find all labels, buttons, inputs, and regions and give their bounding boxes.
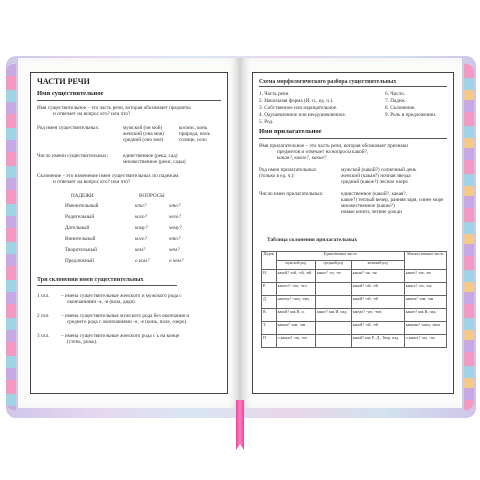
adj-gender-row: мужской (какой?) солнечный день	[341, 167, 417, 173]
table-title: Таблица склонения прилагательных	[267, 237, 358, 243]
case-name: Родительный	[65, 214, 95, 220]
table-cell	[315, 322, 351, 335]
cover-stripes-right	[464, 64, 474, 410]
scheme-item: 7. Падеж.	[385, 98, 407, 104]
scheme-item: 9. Роль в предложении.	[385, 112, 437, 118]
table-cell: какое? как И. пад.	[315, 309, 351, 322]
divider	[259, 86, 447, 87]
table-cell: какой? как И. п.	[276, 309, 315, 322]
case-def-2: и отвечает на вопрос кто? или что?	[53, 179, 131, 185]
bookmark-ribbon	[236, 400, 244, 450]
decl-text: – имена существительные мужского рода без окончания и	[61, 313, 190, 319]
table-header-row	[262, 252, 447, 261]
table-row	[262, 335, 447, 348]
case-q1: кого?	[135, 214, 148, 220]
case-def-1: Склонение – это изменение имен существительных по падежам.	[37, 173, 180, 179]
number-row: множественное (реки, сады)	[123, 159, 186, 165]
scheme-item: 8. Склонение.	[385, 105, 416, 111]
decl-text: окончаниями -а, -я (ваза, дядя).	[67, 299, 136, 305]
decl-text: среднего рода с окончаниями -о, -е (конь, поле, озеро).	[67, 319, 188, 325]
adj-number-row: множественное (какие?)	[341, 203, 395, 209]
gender-example: природа, ночь	[179, 131, 210, 137]
page-title: ЧАСТИ РЕЧИ	[37, 77, 90, 86]
case-q1: кого?	[135, 236, 148, 242]
divider	[259, 138, 447, 139]
noun-subtitle: Имя существительное	[37, 90, 104, 97]
case-q2: чего?	[169, 214, 181, 220]
case-name: Именительный	[65, 203, 99, 209]
right-page	[240, 58, 462, 408]
noun-def-1: Имя существительное – это часть речи, которая обозначает предметы	[37, 105, 191, 111]
case-q1: кто?	[135, 203, 147, 209]
adj-number-row: какое?) теплый вечер, ранняя заря, синее море	[341, 197, 444, 203]
case-name: Творительный	[65, 247, 97, 253]
gender-row: средний (оно мое)	[123, 137, 164, 143]
declension-table	[261, 251, 447, 348]
table-cell: какое? -ое, -ее	[315, 270, 351, 283]
table-cell	[315, 296, 351, 309]
table-cell: какого? -ого, -его	[276, 283, 315, 296]
table-cell: каким? -ым, -им	[404, 296, 446, 309]
adj-gender-row: женский (какая?) ночная звезда	[341, 173, 411, 179]
table-cell: какими? -ыми, -ими	[404, 322, 446, 335]
gender-label: Род имен существительных:	[37, 125, 100, 131]
scheme-item: 3. Собственное или нарицательное.	[259, 105, 338, 111]
table-row	[262, 322, 447, 335]
case-q2: чем?	[169, 247, 180, 253]
table-cell	[315, 283, 351, 296]
table-cell: какой? -ой, -ей	[351, 283, 404, 296]
gender-row: женский (она моя)	[123, 131, 164, 137]
number-row: единственное (река, сад)	[123, 153, 178, 159]
table-cell: П.	[262, 335, 277, 348]
adj-gender-label-2: (только в ед. ч.):	[259, 173, 295, 179]
case-name: Дательный	[65, 225, 90, 231]
scheme-item: 2. Начальная форма (И. п., ед. ч.).	[259, 98, 334, 104]
scheme-item: 5. Род.	[259, 119, 274, 125]
table-cell: какому? -ому, -ему	[276, 296, 315, 309]
decl-text: (степь, рожь).	[67, 339, 98, 345]
table-cell: какая? -ая, -яя	[351, 270, 404, 283]
number-label: Число имени существительных:	[37, 153, 109, 159]
adj-number-row: новые книги, летние дожди	[341, 209, 402, 215]
table-cell	[315, 335, 351, 348]
table-cell: Т.	[262, 322, 277, 335]
case-q2: что?	[169, 236, 181, 242]
left-page	[18, 58, 240, 408]
case-name: Предложный	[65, 258, 94, 264]
cover-stripes-left	[6, 64, 16, 410]
table-cell: о каком? -ом, -ем	[276, 335, 315, 348]
table-row	[262, 283, 447, 296]
table-cell: Д.	[262, 296, 277, 309]
question-head: ВОПРОСЫ	[139, 193, 165, 199]
table-cell: каких? -их, -ых	[404, 283, 446, 296]
table-subheader: мужской род	[276, 261, 315, 270]
adj-gender-row: средний (какое?) лесное озеро	[341, 179, 408, 185]
case-q2: что?	[169, 203, 181, 209]
table-header: Единственное число	[276, 252, 404, 261]
table-cell: какой? -ой, -ей	[351, 296, 404, 309]
decl-text: – имена существительные женского рода с ь на конце	[61, 333, 180, 339]
table-row	[262, 270, 447, 283]
declension-title: Три склонения имен существительных	[37, 277, 144, 283]
table-subheader: женский род	[351, 261, 404, 270]
table-cell: каким? -ым, -им	[276, 322, 315, 335]
table-cell: какие? -ые, -ие	[404, 270, 446, 283]
divider	[37, 100, 221, 101]
table-cell: какой? -ый, -ой, -ий	[276, 270, 315, 283]
decl-label: 1 скл.	[37, 293, 50, 299]
scheme-item: 4. Одушевленное или неодушевленное.	[259, 112, 347, 118]
case-q1: о ком?	[135, 258, 150, 264]
scheme-item: 1. Часть речи.	[259, 91, 290, 97]
table-header: Множественное число	[404, 252, 446, 270]
scheme-title: Схема морфологического разбора существительных	[259, 79, 397, 85]
case-name: Винительный	[65, 236, 96, 242]
morphology-box	[252, 72, 454, 394]
noun-def-2: и отвечает на вопрос кто? или что?	[53, 111, 131, 117]
table-cell: И.	[262, 270, 277, 283]
gender-example: космос, конь	[179, 125, 208, 131]
adjective-title: Имя прилагательное	[259, 128, 322, 135]
table-cell: В.	[262, 309, 277, 322]
table-cell: какую? -ую, -юю	[351, 309, 404, 322]
adj-number-label: Число имен прилагательных:	[259, 191, 324, 197]
case-q1: кем?	[135, 247, 146, 253]
table-cell: о каких? -ых, -их	[404, 335, 446, 348]
case-q2: о чем?	[169, 258, 184, 264]
gender-row: мужской (он мой)	[123, 125, 163, 131]
table-row	[262, 296, 447, 309]
adj-number-row: единственное (какой?, какая?,	[341, 191, 407, 197]
case-head: ПАДЕЖИ	[71, 193, 94, 199]
table-header: Падеж	[262, 252, 277, 270]
case-q2: чему?	[169, 225, 182, 231]
gender-example: солнце, село	[179, 137, 207, 143]
adj-gender-label: Род имен прилагательных	[259, 167, 317, 173]
adj-def-3: какая?, какое?, какие?	[277, 155, 327, 161]
table-subheader: средний род	[315, 261, 351, 270]
decl-label: 3 скл.	[37, 333, 50, 339]
case-q1: кому?	[135, 225, 148, 231]
table-cell: какой? -ой, -ей	[351, 322, 404, 335]
adj-def-2: предметов и отвечает на вопросы какой?,	[277, 149, 369, 155]
decl-text: – имена существительные женского и мужского рода с	[61, 293, 182, 299]
table-cell: какие? как И. пад.	[404, 309, 446, 322]
table-cell: какой? как Р., Д., Твор. пад.	[351, 335, 404, 348]
scheme-item: 6. Число.	[385, 91, 406, 97]
decl-label: 2 скл.	[37, 313, 50, 319]
parts-of-speech-box	[30, 72, 228, 394]
divider	[37, 285, 177, 286]
table-row	[262, 309, 447, 322]
adj-def-1: Имя прилагательное – это часть речи, которая обозначает признаки	[259, 143, 408, 149]
table-cell: Р.	[262, 283, 277, 296]
